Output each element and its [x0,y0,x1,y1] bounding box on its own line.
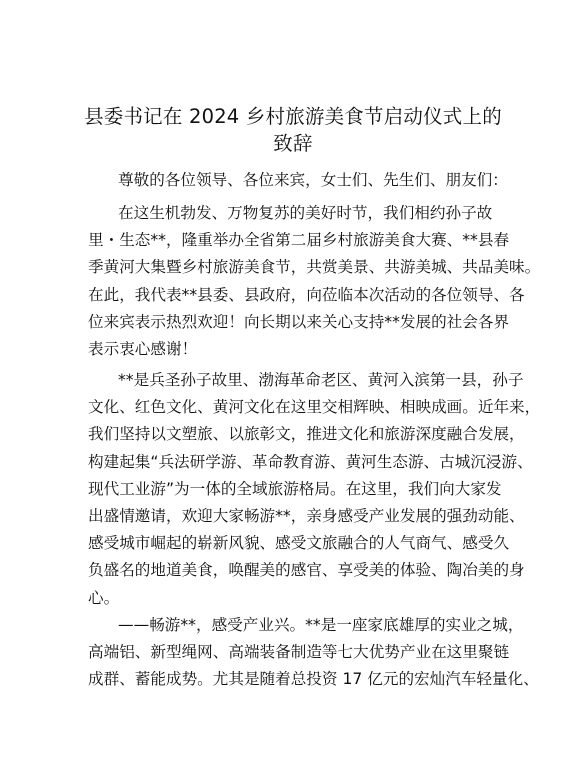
paragraph-line: 在此，我代表**县委、县政府，向莅临本次活动的各位领导、各 [88,285,525,304]
paragraph-line: 在这生机勃发、万物复苏的美好时节，我们相约孙子故 [118,204,493,222]
paragraph-line: 文化、红色文化、黄河文化在这里交相辉映、相映成画。近年来， [88,398,541,417]
paragraph-line: 心。 [88,588,120,607]
paragraph-line: ——畅游**，感受产业兴。**是一座家底雄厚的实业之城， [118,616,524,634]
title-line-2: 致辞 [273,132,313,155]
paragraph-3 [88,612,539,694]
paragraph-line: 高端铝、新型绳网、高端装备制造等七大优势产业在这里聚链 [88,643,510,662]
paragraph-line: 感受城市崛起的崭新风貌、感受文旅融合的人气商气、感受久 [88,534,510,553]
greeting: 尊敬的各位领导、各位来宾，女士们、先生们、朋友们： [118,171,508,189]
paragraph-line: 季黄河大集暨乡村旅游美食节，共赏美景、共游美城、共品美味。 [88,258,541,277]
paragraph-line: 负盛名的地道美食，唤醒美的感官、享受美的体验、陶冶美的身 [88,561,525,580]
paragraph-1 [88,200,541,363]
title-line-1: 县委书记在 2024 乡村旅游美食节启动仪式上的 [84,105,502,128]
paragraph-line: 成群、蓄能成势。尤其是随着总投资 17 亿元的宏灿汽车轻量化、 [88,670,539,689]
paragraph-line: **是兵圣孙子故里、渤海革命老区、黄河入滨第一县，孙子 [118,371,524,389]
paragraph-line: 表示衷心感谢！ [88,339,198,358]
paragraph-line: 位来宾表示热烈欢迎！向长期以来关心支持**发展的社会各界 [88,312,510,331]
paragraph-2 [88,367,541,612]
paragraph-line: 出盛情邀请，欢迎大家畅游**，亲身感受产业发展的强劲动能、 [88,506,525,525]
paragraph-line: 现代工业游”为一体的全域旅游格局。在这里，我们向大家发 [88,479,502,498]
paragraph-line: 构建起集“兵法研学游、革命教育游、黄河生态游、古城沉浸游、 [88,452,533,471]
paragraph-line: 里・生态**，隆重举办全省第二届乡村旅游美食大赛、**县春 [88,231,510,250]
document-title [60,103,526,157]
paragraph-line: 我们坚持以文塑旅、以旅彰文，推进文化和旅游深度融合发展， [88,425,525,444]
